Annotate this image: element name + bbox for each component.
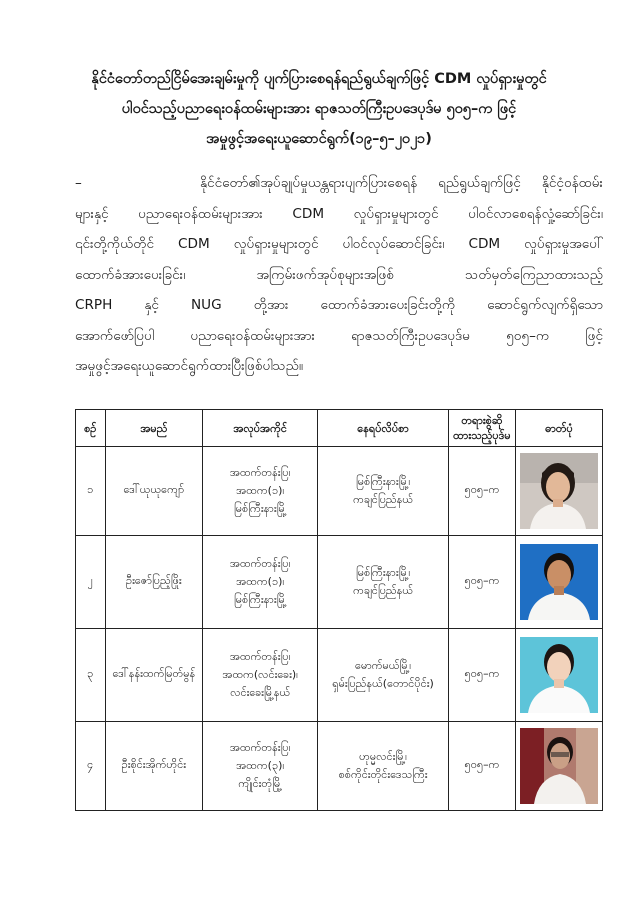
title-line-2: ပါဝင်သည့်ပညာရေးဝန်ထမ်းများအား ရာဇသတ်ကြီးဥပဒေပုဒ်မ ၅၀၅–က ဖြင့် xyxy=(121,101,517,117)
row-no: ၁ xyxy=(76,447,106,536)
position-line: လင်းခေးမြို့နယ် xyxy=(230,686,291,699)
row-position xyxy=(203,536,318,629)
address-line: မြစ်ကြီးနားမြို့၊ xyxy=(355,475,411,488)
address-line: မြစ်ကြီးနားမြို့၊ xyxy=(355,566,411,579)
portrait-photo xyxy=(520,637,598,713)
row-address xyxy=(318,536,449,629)
row-photo-cell xyxy=(515,722,602,811)
row-section: ၅၀၅–က xyxy=(448,722,515,811)
paragraph-line: CRPH နှင့် NUG တို့အား ထောက်ခံအားပေးခြင်းတို့ကို ဆောင်ရွက်လျက်ရှိသော xyxy=(75,297,603,313)
position-line: အထက(၁)၊ xyxy=(236,575,285,588)
position-line: အထက(၁)၊ xyxy=(236,484,285,497)
paragraph-line: များနှင့် ပညာရေးဝန်ထမ်းများအား CDM လှုပ်ရှားမှုများတွင် ပါဝင်လာစေရန်လှုံ့ဆော်ခြင်း၊ xyxy=(75,205,603,222)
address-line: ရှမ်းပြည်နယ်(တောင်ပိုင်း) xyxy=(332,677,434,690)
position-line: အထက်တန်းပြ၊ xyxy=(229,650,291,663)
header-address: နေရပ်လိပ်စာ xyxy=(318,410,449,447)
row-photo-cell xyxy=(515,447,602,536)
row-no: ၄ xyxy=(76,722,106,811)
row-position xyxy=(203,722,318,811)
header-section xyxy=(448,410,515,447)
paragraph-line: အမှုဖွင့်အရေးယူဆောင်ရွက်ထားပြီးဖြစ်ပါသည်။ xyxy=(75,358,303,374)
row-photo-cell xyxy=(515,536,602,629)
header-position: အလုပ်အကိုင် xyxy=(203,410,318,447)
position-line: မြစ်ကြီးနားမြို့ xyxy=(233,502,287,515)
position-line: အထက်တန်းပြ၊ xyxy=(229,557,291,570)
header-photo: ဓာတ်ပုံ xyxy=(515,410,602,447)
paragraph-line xyxy=(75,168,603,199)
row-address xyxy=(318,629,449,722)
portrait-photo xyxy=(520,544,598,620)
row-address xyxy=(318,722,449,811)
row-name: ဒေါ်ယုယုကျော် xyxy=(105,447,203,536)
document-title xyxy=(40,64,598,154)
position-line: အထက်တန်းပြ၊ xyxy=(229,741,291,754)
address-line: ကချင်ပြည်နယ် xyxy=(353,493,414,506)
position-line: မြစ်ကြီးနားမြို့ xyxy=(233,593,287,606)
row-position xyxy=(203,447,318,536)
position-line: အထက(၃)၊ xyxy=(236,759,285,772)
header-no: စဉ် xyxy=(76,410,106,447)
row-section: ၅၀၅–က xyxy=(448,536,515,629)
accused-teachers-table xyxy=(75,409,603,811)
position-line: ကျိုင်းတုံမြို့ xyxy=(238,777,282,790)
paragraph-line: ၎င်းတို့ကိုယ်တိုင် CDM လှုပ်ရှားမှုများတွင် ပါဝင်လုပ်ဆောင်ခြင်း၊ CDM လှုပ်ရှားမှုအပေါ် xyxy=(75,236,603,252)
table-row xyxy=(76,447,603,536)
portrait-photo xyxy=(520,453,598,529)
table-row xyxy=(76,536,603,629)
table-header-row xyxy=(76,410,603,447)
position-line: အထက်တန်းပြ၊ xyxy=(229,466,291,479)
paragraph-line: အောက်ဖော်ပြပါ ပညာရေးဝန်ထမ်းများအား ရာဇသတ်ကြီးဥပဒေပုဒ်မ ၅၀၅–က ဖြင့် xyxy=(75,327,603,344)
row-name: ဦးဇော်ပြည့်ဖြိုး xyxy=(105,536,203,629)
table-row xyxy=(76,629,603,722)
body-paragraph xyxy=(75,168,603,382)
header-name: အမည် xyxy=(105,410,203,447)
row-name: ဦးစိုင်းအိုက်ဟိုင်း xyxy=(105,722,203,811)
portrait-photo xyxy=(520,728,598,804)
table-row xyxy=(76,722,603,811)
row-section: ၅၀၅–က xyxy=(448,447,515,536)
paragraph-line: ထောက်ခံအားပေးခြင်း၊ အကြမ်းဖက်အုပ်စုများအဖြစ် သတ်မှတ်ကြေညာထားသည့် xyxy=(75,266,603,283)
row-section: ၅၀၅–က xyxy=(448,629,515,722)
address-line: မောက်မယ်မြို့၊ xyxy=(355,659,412,672)
header-section-line1: တရားစွဲဆို xyxy=(461,414,503,427)
title-line-3: အမှုဖွင့်အရေးယူဆောင်ရွက်(၁၉–၅–၂၀၂၁) xyxy=(206,131,432,147)
title-line-1: နိုင်ငံတော်တည်ငြိမ်အေးချမ်းမှုကို ပျက်ပြားစေရန်ရည်ရွယ်ချက်ဖြင့် CDM လှုပ်ရှားမှုတွင် xyxy=(91,71,547,87)
position-line: အထက(လင်းခေး)၊ xyxy=(222,668,298,681)
address-line: စစ်ကိုင်းတိုင်းဒေသကြီး xyxy=(338,768,428,781)
row-address xyxy=(318,447,449,536)
address-line: ဟုမ္မလင်းမြို့၊ xyxy=(359,750,407,763)
paragraph-line-text: နိုင်ငံတော်၏အုပ်ချုပ်မှုယန္တရားပျက်ပြားစေရန် ရည်ရွယ်ချက်ဖြင့် နိုင်ငံ့ဝန်ထမ်း xyxy=(200,175,603,191)
row-photo-cell xyxy=(515,629,602,722)
row-no: ၂ xyxy=(76,536,106,629)
row-position xyxy=(203,629,318,722)
paragraph-dash: – xyxy=(75,175,82,191)
header-section-line2: ထားသည့်ပုဒ်မ xyxy=(453,429,511,442)
row-name: ဒေါ်နန်းထက်မြတ်မွန် xyxy=(105,629,203,722)
row-no: ၃ xyxy=(76,629,106,722)
address-line: ကချင်ပြည်နယ် xyxy=(353,584,414,597)
